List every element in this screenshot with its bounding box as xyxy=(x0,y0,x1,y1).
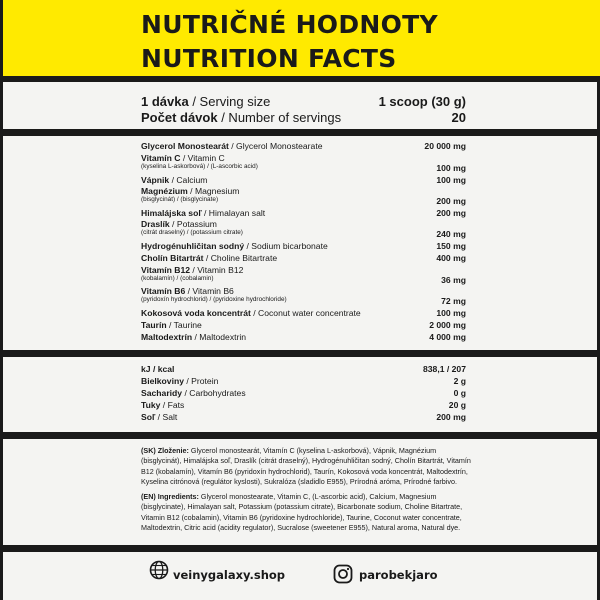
nutrient-subtitle: (bisglycinát) / (bisglycinate) xyxy=(141,196,219,203)
energy-name-sk: Bielkoviny xyxy=(141,376,184,386)
nutrient-value: 4 000 mg xyxy=(429,332,466,342)
ingredients-en-text: Glycerol monostearate, Vitamin C, (L-ascorbic acid), Calcium, Magnesium (bisglycinate), Himalayan salt, Potassium (potassium citrate), Bicarbonate sodium, Choline Bitartrate, Vitamin B12 (cobalamin), Vitamin B6 (pyridoxine hydrochloride), Taurine, Coconut water concentrate, Maltodextrin, Citric acid (acidity regulator), Sucralose (sweetener E955), Natural aroma, Natural dye. xyxy=(141,492,463,533)
nutrient-row xyxy=(141,208,466,218)
nutrient-row xyxy=(141,308,466,318)
ingredients-en-label: (EN) Ingredients: xyxy=(141,492,199,501)
nutrient-row xyxy=(141,186,466,204)
energy-name-en: / Salt xyxy=(155,412,178,422)
nutrient-value: 240 mg xyxy=(436,229,466,239)
nutrient-name-sk: Kokosová voda koncentrát xyxy=(141,308,251,318)
title-sk: NUTRIČNÉ HODNOTY xyxy=(141,10,438,39)
nutrient-row xyxy=(141,219,466,237)
ingredients-sk-text: Glycerol monostearát, Vitamín C (kyselina L-askorbová), Vápnik, Magnézium (bisglycinát), Himalájska soľ, Draslík (citrát draselný), Hydrogénuhličitan sodný, Cholín Bitartrát, Vitamín B12 (kobalamín), Vitamín B6 (pyridoxín hydrochlorid), Taurín, Kokosová voda koncentrát, Maltodextrín, Kyselina citrónová (regulátor kyslosti), Sukralóza (sladidlo E955), Prírodná aróma, Prírodné farbivo. xyxy=(141,446,471,487)
energy-name-en: / Carbohydrates xyxy=(182,388,246,398)
serving-size-row xyxy=(141,94,466,109)
nutrient-row xyxy=(141,253,466,263)
nutrient-name-sk: Vápnik xyxy=(141,175,170,185)
divider xyxy=(3,545,600,552)
nutrient-name-en: / Choline Bitartrate xyxy=(203,253,278,263)
energy-value: 838,1 / 207 xyxy=(422,364,466,374)
energy-row xyxy=(141,364,466,374)
divider xyxy=(3,129,600,136)
nutrient-name-sk: Draslík xyxy=(141,219,170,229)
nutrient-value: 20 000 mg xyxy=(424,141,466,151)
servings-count-label-en: / Number of servings xyxy=(217,110,342,125)
nutrient-name-sk: Maltodextrín xyxy=(141,332,193,342)
nutrient-row xyxy=(141,286,466,304)
servings-count-label-sk: Počet dávok xyxy=(141,110,218,125)
nutrient-row xyxy=(141,141,466,151)
ingredients-sk xyxy=(141,446,476,488)
energy-row xyxy=(141,400,466,410)
nutrient-value: 400 mg xyxy=(436,253,466,263)
servings-count-value: 20 xyxy=(451,110,466,125)
nutrient-name-en: / Coconut water concentrate xyxy=(250,308,361,318)
nutrient-value: 200 mg xyxy=(436,196,466,206)
website-link[interactable]: veinygalaxy.shop xyxy=(173,568,286,582)
serving-size-value: 1 scoop (30 g) xyxy=(378,94,466,109)
nutrient-value: 72 mg xyxy=(441,296,466,306)
energy-name-en: / Protein xyxy=(184,376,219,386)
nutrient-name-en: / Vitamin B12 xyxy=(190,265,244,275)
nutrient-name-sk: Himalájska soľ xyxy=(141,208,202,218)
title-en: NUTRITION FACTS xyxy=(141,44,397,73)
energy-value: 0 g xyxy=(453,388,466,398)
nutrient-row xyxy=(141,320,466,330)
nutrient-name-en: / Vitamin B6 xyxy=(185,286,234,296)
energy-name-sk: kJ / kcal xyxy=(141,364,175,374)
nutrient-name-sk: Magnézium xyxy=(141,186,188,196)
nutrient-row xyxy=(141,153,466,171)
divider xyxy=(3,432,600,439)
instagram-handle[interactable]: parobekjaro xyxy=(359,568,438,582)
nutrient-row xyxy=(141,241,466,251)
header-banner xyxy=(3,0,600,82)
ingredients-sk-label: (SK) Zloženie: xyxy=(141,446,189,455)
servings-count-row xyxy=(141,110,466,125)
nutrient-name-en: / Vitamin C xyxy=(180,153,225,163)
nutrient-value: 100 mg xyxy=(436,308,466,318)
nutrient-name-en: / Magnesium xyxy=(187,186,240,196)
globe-icon xyxy=(149,560,169,580)
nutrient-name-sk: Vitamín B6 xyxy=(141,286,186,296)
nutrient-name-en: / Glycerol Monostearate xyxy=(228,141,323,151)
nutrient-value: 2 000 mg xyxy=(429,320,466,330)
energy-row xyxy=(141,376,466,386)
nutrient-row xyxy=(141,332,466,342)
nutrient-name-sk: Hydrogénuhličitan sodný xyxy=(141,241,245,251)
nutrient-value: 100 mg xyxy=(436,163,466,173)
energy-name-en: / Fats xyxy=(160,400,185,410)
instagram-icon xyxy=(333,564,353,584)
energy-value: 200 mg xyxy=(436,412,466,422)
energy-name-sk: Soľ xyxy=(141,412,156,422)
nutrient-subtitle: (citrát draselný) / (potassium citrate) xyxy=(141,229,243,236)
nutrient-value: 100 mg xyxy=(436,175,466,185)
nutrient-name-en: / Taurine xyxy=(166,320,202,330)
nutrient-name-en: / Sodium bicarbonate xyxy=(244,241,328,251)
nutrient-value: 200 mg xyxy=(436,208,466,218)
serving-size-label-en: / Serving size xyxy=(188,94,271,109)
nutrient-row xyxy=(141,265,466,283)
nutrient-name-sk: Vitamín B12 xyxy=(141,265,191,275)
nutrient-subtitle: (kobalamín) / (cobalamin) xyxy=(141,275,214,282)
nutrient-name-en: / Calcium xyxy=(169,175,208,185)
ingredients-en xyxy=(141,492,476,534)
nutrient-name-sk: Vitamín C xyxy=(141,153,181,163)
nutrient-name-en: / Maltodextrin xyxy=(192,332,247,342)
nutrient-row xyxy=(141,175,466,185)
nutrient-subtitle: (pyridoxín hydrochlorid) / (pyridoxine hydrochloride) xyxy=(141,296,287,303)
nutrient-value: 36 mg xyxy=(441,275,466,285)
nutrient-name-en: / Himalayan salt xyxy=(201,208,266,218)
nutrient-name-sk: Taurín xyxy=(141,320,167,330)
nutrient-name-sk: Cholín Bitartrát xyxy=(141,253,204,263)
nutrient-name-sk: Glycerol Monostearát xyxy=(141,141,229,151)
serving-size-label-sk: 1 dávka xyxy=(141,94,189,109)
energy-name-sk: Sacharidy xyxy=(141,388,183,398)
energy-value: 2 g xyxy=(453,376,466,386)
energy-row xyxy=(141,412,466,422)
nutrient-subtitle: (kyselina L-askorbová) / (L-ascorbic acid) xyxy=(141,163,258,170)
divider xyxy=(3,350,600,357)
energy-row xyxy=(141,388,466,398)
energy-name-sk: Tuky xyxy=(141,400,161,410)
energy-value: 20 g xyxy=(448,400,466,410)
nutrient-name-en: / Potassium xyxy=(169,219,217,229)
nutrient-value: 150 mg xyxy=(436,241,466,251)
footer xyxy=(3,552,600,600)
